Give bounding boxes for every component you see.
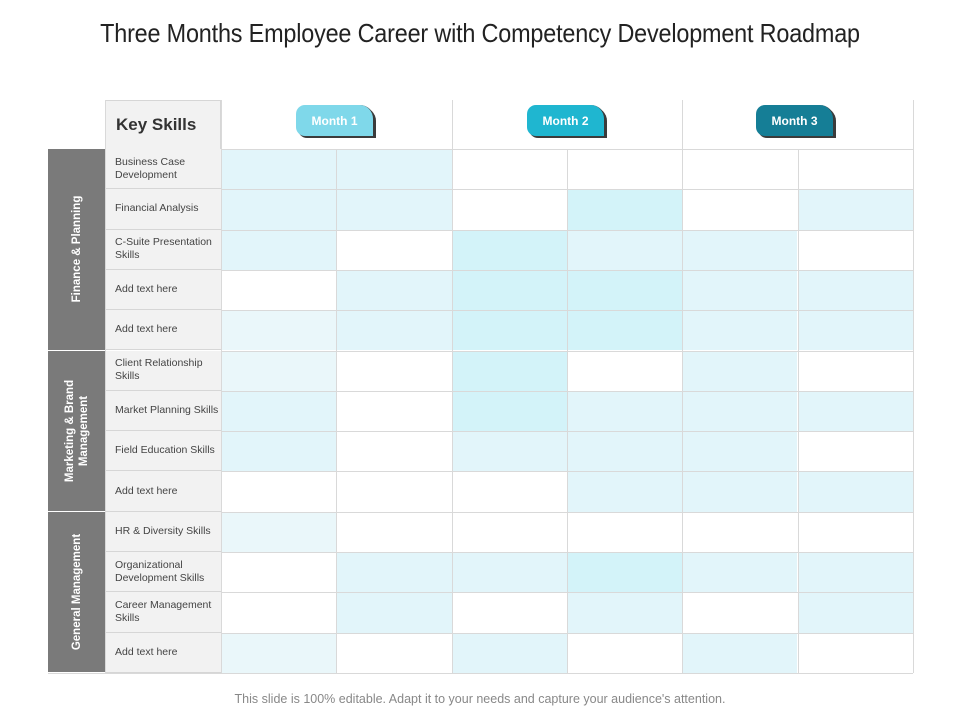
roadmap-cell [682,471,797,511]
skill-label: Organizational Development Skills [105,552,221,592]
category-label: Marketing & Brand Management [63,379,90,482]
roadmap-cell [221,230,336,270]
category-band [48,149,105,351]
grid-line [105,100,106,673]
skill-label: Add text here [105,270,221,310]
roadmap-cell [336,431,451,471]
grid-line [221,592,913,593]
grid-line [221,471,913,472]
grid-line [798,149,799,673]
roadmap-cell [221,592,336,632]
roadmap-cell [682,552,797,592]
roadmap-cell [336,633,451,673]
grid-line [221,431,913,432]
roadmap-cell [567,351,682,391]
roadmap-cell [221,633,336,673]
grid-line [221,149,913,150]
key-skills-header: Key Skills [105,100,221,149]
roadmap-cell [682,633,797,673]
roadmap-cell [221,189,336,229]
roadmap-cell [682,391,797,431]
grid-line [221,100,222,673]
roadmap-cell [682,189,797,229]
category-band [48,512,105,673]
skill-label: Business Case Development [105,149,221,189]
roadmap-cell [798,149,913,189]
roadmap-cell [452,189,567,229]
category-label: General Management [70,533,83,650]
roadmap-cell [452,270,567,310]
skill-label: Career Management Skills [105,592,221,632]
month-tab-3: Month 3 [756,105,834,136]
roadmap-cell [682,592,797,632]
roadmap-cell [336,351,451,391]
grid-line [221,512,913,513]
roadmap-cell [336,552,451,592]
roadmap-cell [452,592,567,632]
roadmap-cell [798,552,913,592]
roadmap-cell [567,270,682,310]
category-band [48,351,105,512]
roadmap-cell [452,351,567,391]
roadmap-cell [798,633,913,673]
roadmap-cell [452,310,567,350]
skill-label: Add text here [105,633,221,673]
roadmap-cell [452,633,567,673]
roadmap-cell [221,391,336,431]
roadmap-cell [798,189,913,229]
grid-line [221,310,913,311]
roadmap-cell [567,633,682,673]
grid-line [682,100,683,673]
skill-label: Market Planning Skills [105,391,221,431]
roadmap-cell [567,230,682,270]
month-tab-2: Month 2 [527,105,605,136]
grid-line [221,270,913,271]
month-tab-1: Month 1 [296,105,374,136]
grid-line [336,149,337,673]
slide-title: Three Months Employee Career with Competency Development Roadmap [100,18,860,48]
roadmap-cell [221,310,336,350]
roadmap-cell [682,310,797,350]
roadmap-cell [567,391,682,431]
roadmap-cell [798,592,913,632]
roadmap-cell [567,592,682,632]
skill-label: Field Education Skills [105,431,221,471]
grid-line [48,673,913,674]
roadmap-cell [336,230,451,270]
skill-label: C-Suite Presentation Skills [105,230,221,270]
roadmap-cell [798,310,913,350]
roadmap-cell [567,189,682,229]
roadmap-cell [567,512,682,552]
roadmap-cell [798,230,913,270]
roadmap-cell [336,189,451,229]
grid-line [221,633,913,634]
roadmap-cell [336,270,451,310]
roadmap-cell [798,351,913,391]
roadmap-cell [221,270,336,310]
roadmap-cell [567,149,682,189]
roadmap-cell [336,592,451,632]
roadmap-cell [567,310,682,350]
roadmap-cell [682,149,797,189]
roadmap-cell [452,512,567,552]
roadmap-cell [452,552,567,592]
roadmap-cell [798,431,913,471]
grid-line [567,149,568,673]
roadmap-cell [452,471,567,511]
roadmap-cell [221,471,336,511]
roadmap-cell [336,310,451,350]
skill-label: Add text here [105,310,221,350]
roadmap-cell [221,431,336,471]
roadmap-cell [567,431,682,471]
roadmap-cell [221,351,336,391]
roadmap-cell [682,351,797,391]
roadmap-cell [682,230,797,270]
slide-footer: This slide is 100% editable. Adapt it to your needs and capture your audience's attention. [234,692,726,706]
roadmap-cell [221,512,336,552]
grid-line [913,100,914,673]
roadmap-cell [682,270,797,310]
grid-line [221,351,913,352]
grid-line [221,189,913,190]
roadmap-cell [798,391,913,431]
roadmap-cell [798,471,913,511]
skill-label: HR & Diversity Skills [105,512,221,552]
roadmap-cell [798,512,913,552]
roadmap-cell [336,391,451,431]
roadmap-cell [452,149,567,189]
roadmap-cell [221,149,336,189]
roadmap-cell [336,149,451,189]
roadmap-cell [221,552,336,592]
grid-line [221,552,913,553]
roadmap-cell [452,230,567,270]
roadmap-cell [682,512,797,552]
skill-label: Client Relationship Skills [105,351,221,391]
skill-label: Add text here [105,471,221,511]
roadmap-cell [452,391,567,431]
grid-line [221,391,913,392]
grid-line [221,230,913,231]
roadmap-cell [567,471,682,511]
skill-label: Financial Analysis [105,189,221,229]
category-label: Finance & Planning [70,195,83,303]
roadmap-cell [336,512,451,552]
roadmap-cell [682,431,797,471]
roadmap-cell [336,471,451,511]
roadmap-cell [798,270,913,310]
roadmap-cell [452,431,567,471]
grid-line [452,100,453,673]
roadmap-cell [567,552,682,592]
